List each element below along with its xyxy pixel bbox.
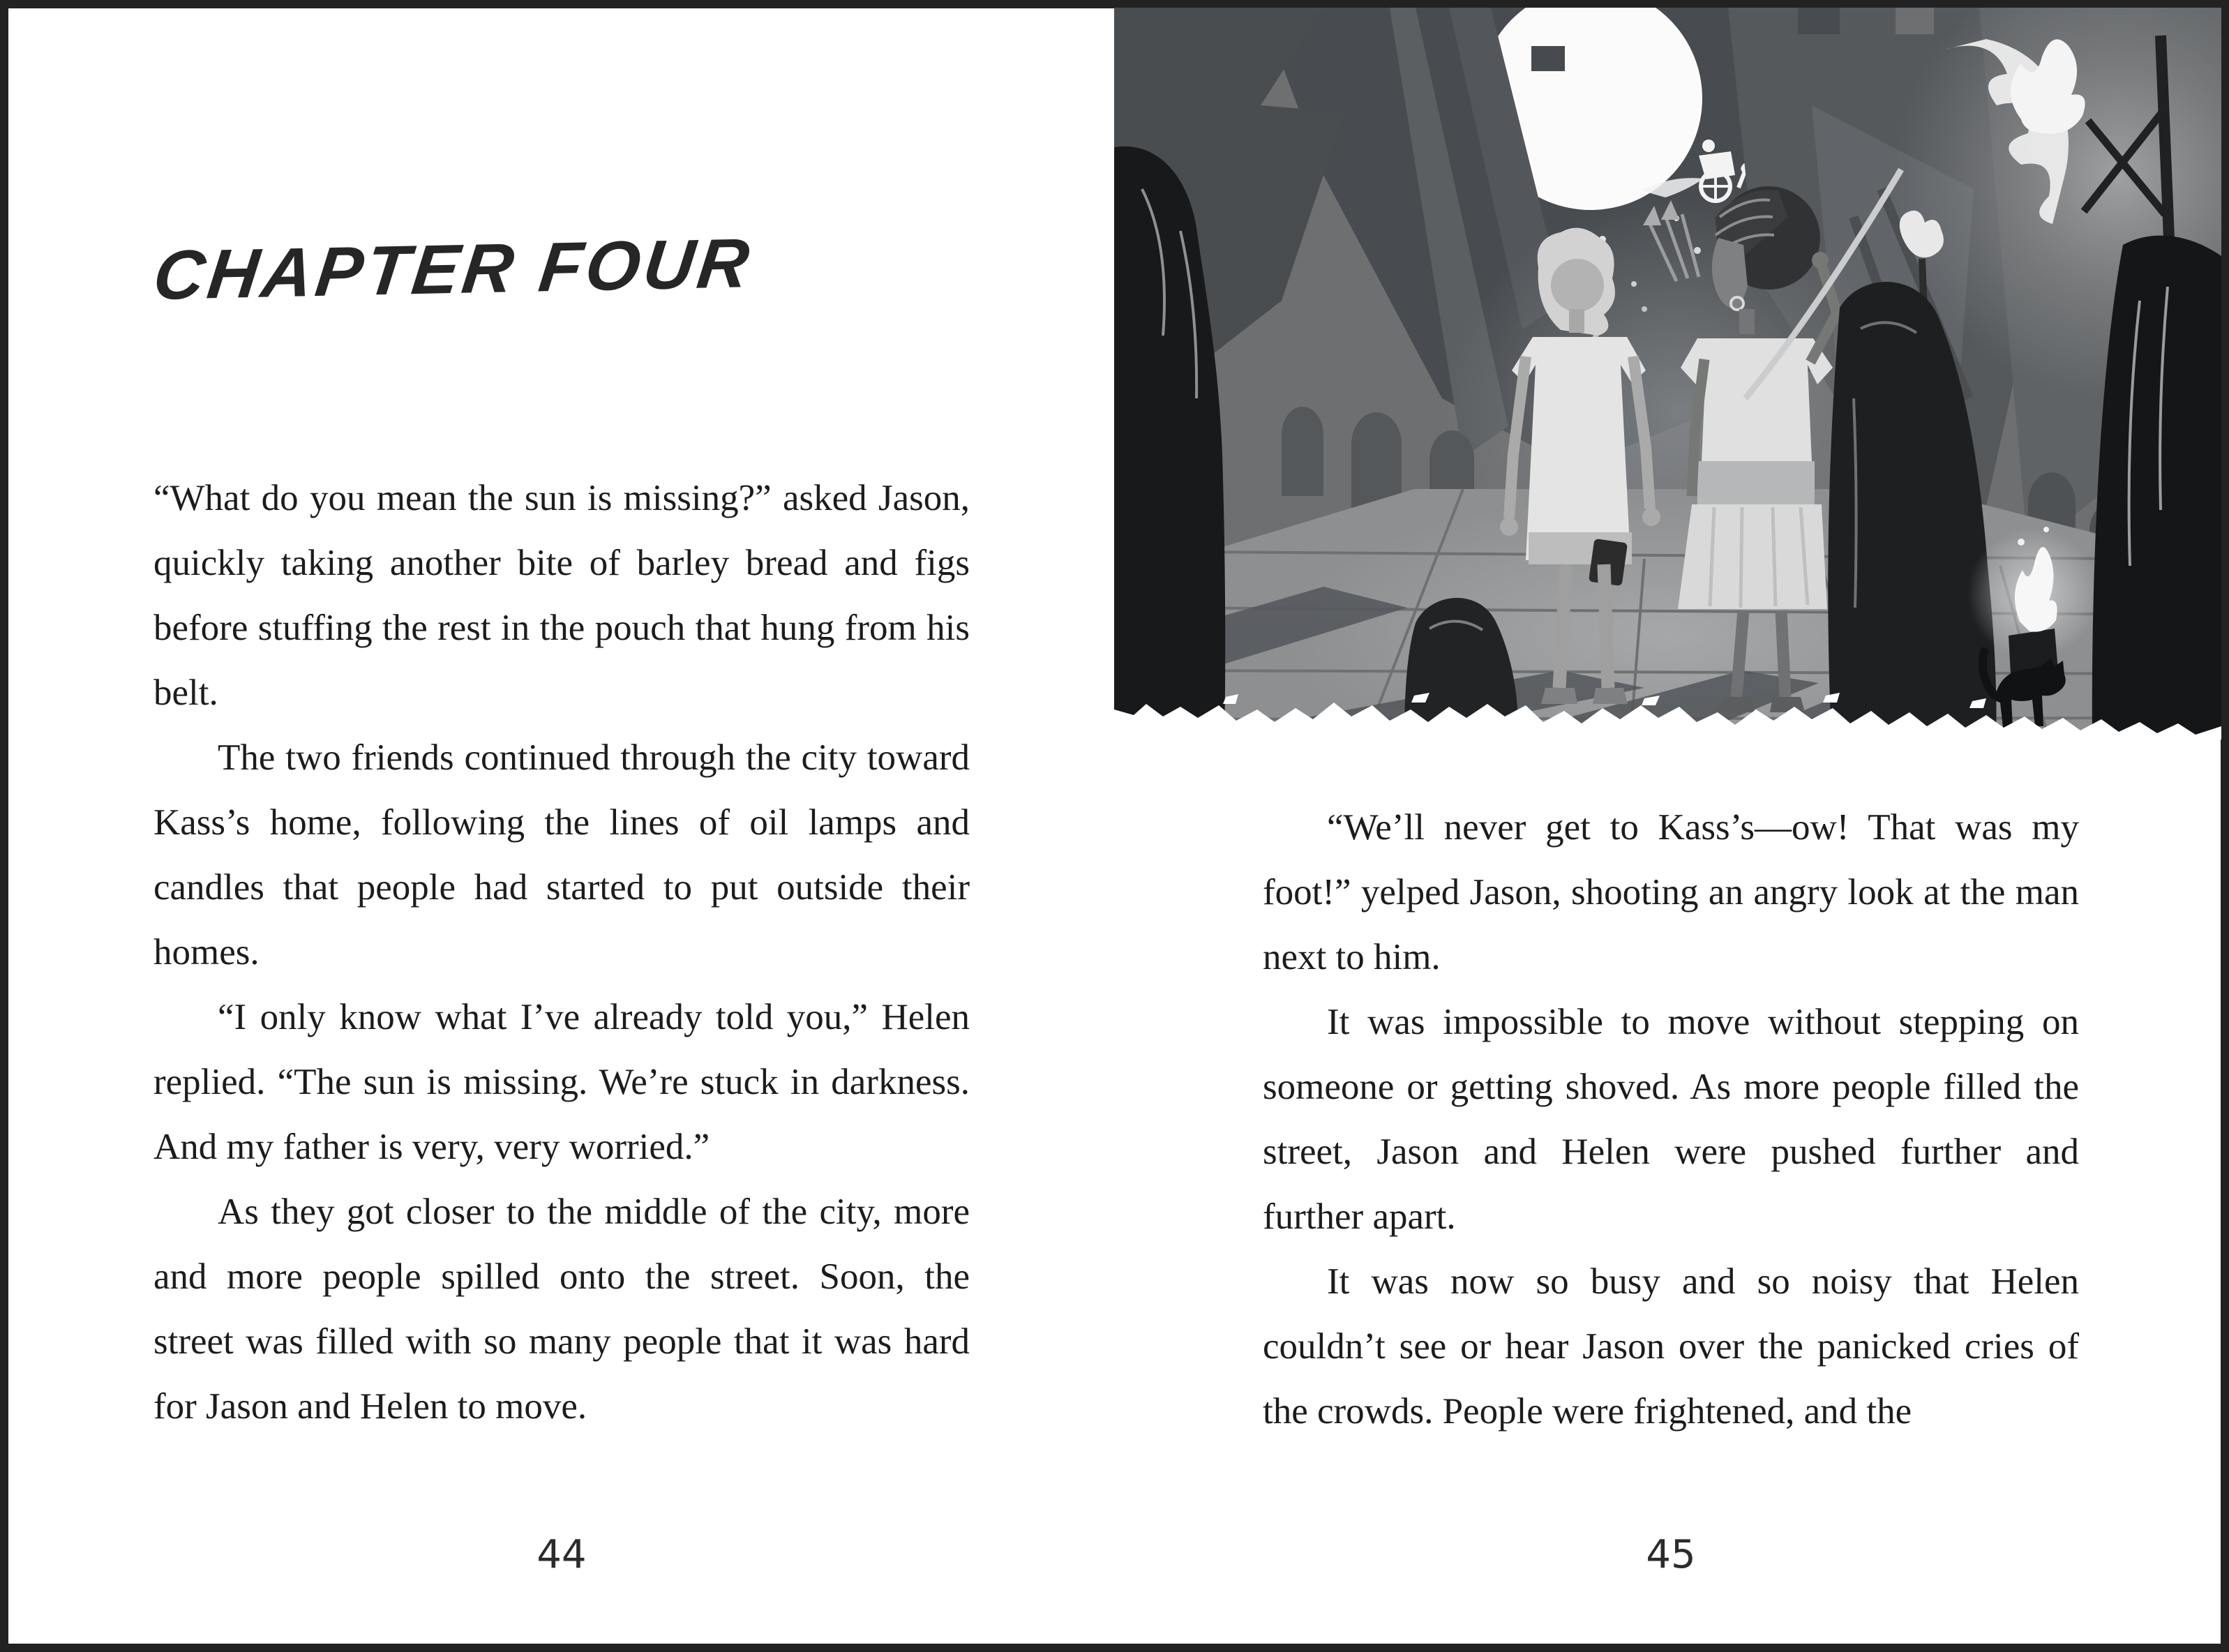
night-street-illustration [1114,8,2221,739]
chapter-heading: CHAPTER FOUR [149,224,757,315]
paragraph: It was impossible to move without stepping on someone or getting shoved. As more people filled the street, Jason and Helen were pushed further and further apart. [1263,1002,2079,1237]
paragraph: It was now so busy and so noisy that Helen couldn’t see or hear Jason over the panicked cries of the crowds. People were frightened, and the [1263,1261,2079,1432]
paragraph: “We’ll never get to Kass’s—ow! That was my foot!” yelped Jason, shooting an angry look at the man next to him. [1263,807,2079,977]
chapter-illustration [1114,8,2221,739]
page-number-right: 45 [1646,1532,1696,1577]
paragraph: The two friends continued through the city toward Kass’s home, following the lines of oil lamps and candles that people had started to put outside their homes. [153,737,970,973]
paragraph: “What do you mean the sun is missing?” asked Jason, quickly taking another bite of barley bread and figs before stuffing the rest in the pouch that hung from his belt. [153,478,970,713]
paragraph: “I only know what I’ve already told you,” Helen replied. “The sun is missing. We’re stuck in darkness. And my father is very, very worried.” [153,997,970,1167]
right-text-column [1263,795,2079,1444]
paragraph: As they got closer to the middle of the city, more and more people spilled onto the street. Soon, the street was filled with so many people that it was hard for Jason and Helen to move. [153,1192,970,1427]
left-text-column [153,466,970,1439]
building-notch-over-moon [1531,46,1565,71]
page-number-left: 44 [536,1532,587,1577]
